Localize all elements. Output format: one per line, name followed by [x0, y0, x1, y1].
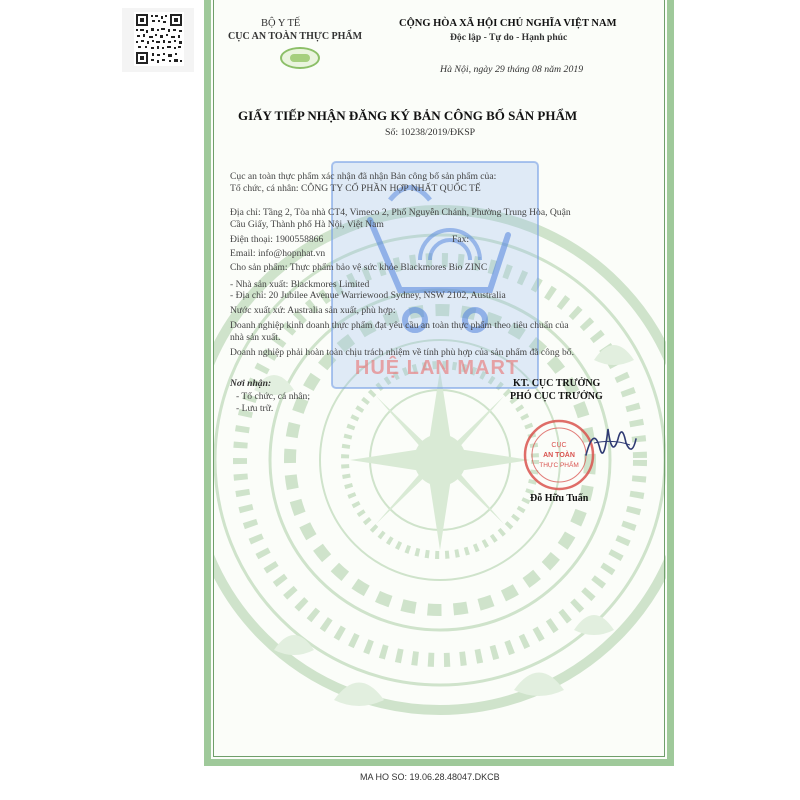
phone-line: Điện thoại: 1900558866: [230, 234, 324, 245]
handwritten-signature: [580, 415, 640, 475]
recipient-item: - Lưu trữ.: [236, 403, 274, 414]
signer-name: Đỗ Hữu Tuấn: [530, 493, 589, 504]
manufacturer-line: - Nhà sản xuất: Blackmores Limited: [230, 279, 370, 290]
stamp-line: THỰC PHẨM: [539, 462, 579, 469]
organization-label: Tổ chức, cá nhân:: [230, 183, 299, 194]
requirement-line-2: nhà sản xuất.: [230, 332, 281, 343]
watermark-text: HUỆ LAN MART: [354, 357, 520, 379]
body-intro: Cục an toàn thực phẩm xác nhận đã nhận Bản công bố sản phẩm của:: [230, 171, 497, 182]
ministry-name: BỘ Y TẾ: [261, 18, 301, 29]
republic-name: CỘNG HÒA XÃ HỘI CHỦ NGHĨA VIỆT NAM: [399, 18, 617, 29]
stamp-line: CỤC: [551, 442, 567, 449]
recipients-label: Nơi nhận:: [230, 378, 272, 389]
place-date: Hà Nội, ngày 29 tháng 08 năm 2019: [440, 64, 584, 75]
national-motto: Độc lập - Tự do - Hạnh phúc: [450, 32, 568, 43]
product-line: Cho sản phẩm: Thực phẩm bảo vệ sức khỏe Blackmores Bio ZINC: [230, 262, 488, 273]
fax-line: Fax:: [452, 234, 470, 245]
organization-name: CÔNG TY CỔ PHẦN HỢP NHẤT QUỐC TẾ: [301, 183, 481, 194]
recipient-item: - Tổ chức, cá nhân;: [236, 391, 311, 402]
organization-line: [230, 183, 481, 194]
address-line-1: Địa chỉ: Tầng 2, Tòa nhà CT4, Vimeco 2, Phố Nguyễn Chánh, Phường Trung Hòa, Quận: [230, 207, 571, 218]
responsibility-line: Doanh nghiệp phải hoàn toàn chịu trách nhiệm về tính phù hợp của sản phẩm đã công bố.: [230, 347, 574, 358]
dossier-code: MA HO SO: 19.06.28.48047.DKCB: [360, 772, 500, 782]
signer-role-2: PHÓ CỤC TRƯỞNG: [510, 391, 603, 402]
email-line: Email: info@hopnhat.vn: [230, 248, 326, 259]
address-line-2: Cầu Giấy, Thành phố Hà Nội, Việt Nam: [230, 219, 384, 230]
manufacturer-address-line: - Địa chỉ: 20 Jubilee Avenue Warriewood Sydney, NSW 2102, Australia: [230, 290, 506, 301]
origin-line: Nước xuất xứ: Australia sản xuất, phù hợp:: [230, 305, 396, 316]
document-number: Số: 10238/2019/ĐKSP: [385, 127, 476, 138]
stamp-line: AN TOÀN: [543, 452, 575, 459]
signer-role-1: KT. CỤC TRƯỞNG: [513, 378, 601, 389]
qr-code: [122, 8, 194, 72]
requirement-line-1: Doanh nghiệp kinh doanh thực phẩm đạt yêu cầu an toàn thực phẩm theo tiêu chuẩn của: [230, 320, 569, 331]
agency-name: CỤC AN TOÀN THỰC PHẨM: [228, 31, 363, 42]
document-title: GIẤY TIẾP NHẬN ĐĂNG KÝ BẢN CÔNG BỐ SẢN PHẨM: [238, 108, 578, 123]
agency-logo: [280, 47, 320, 69]
